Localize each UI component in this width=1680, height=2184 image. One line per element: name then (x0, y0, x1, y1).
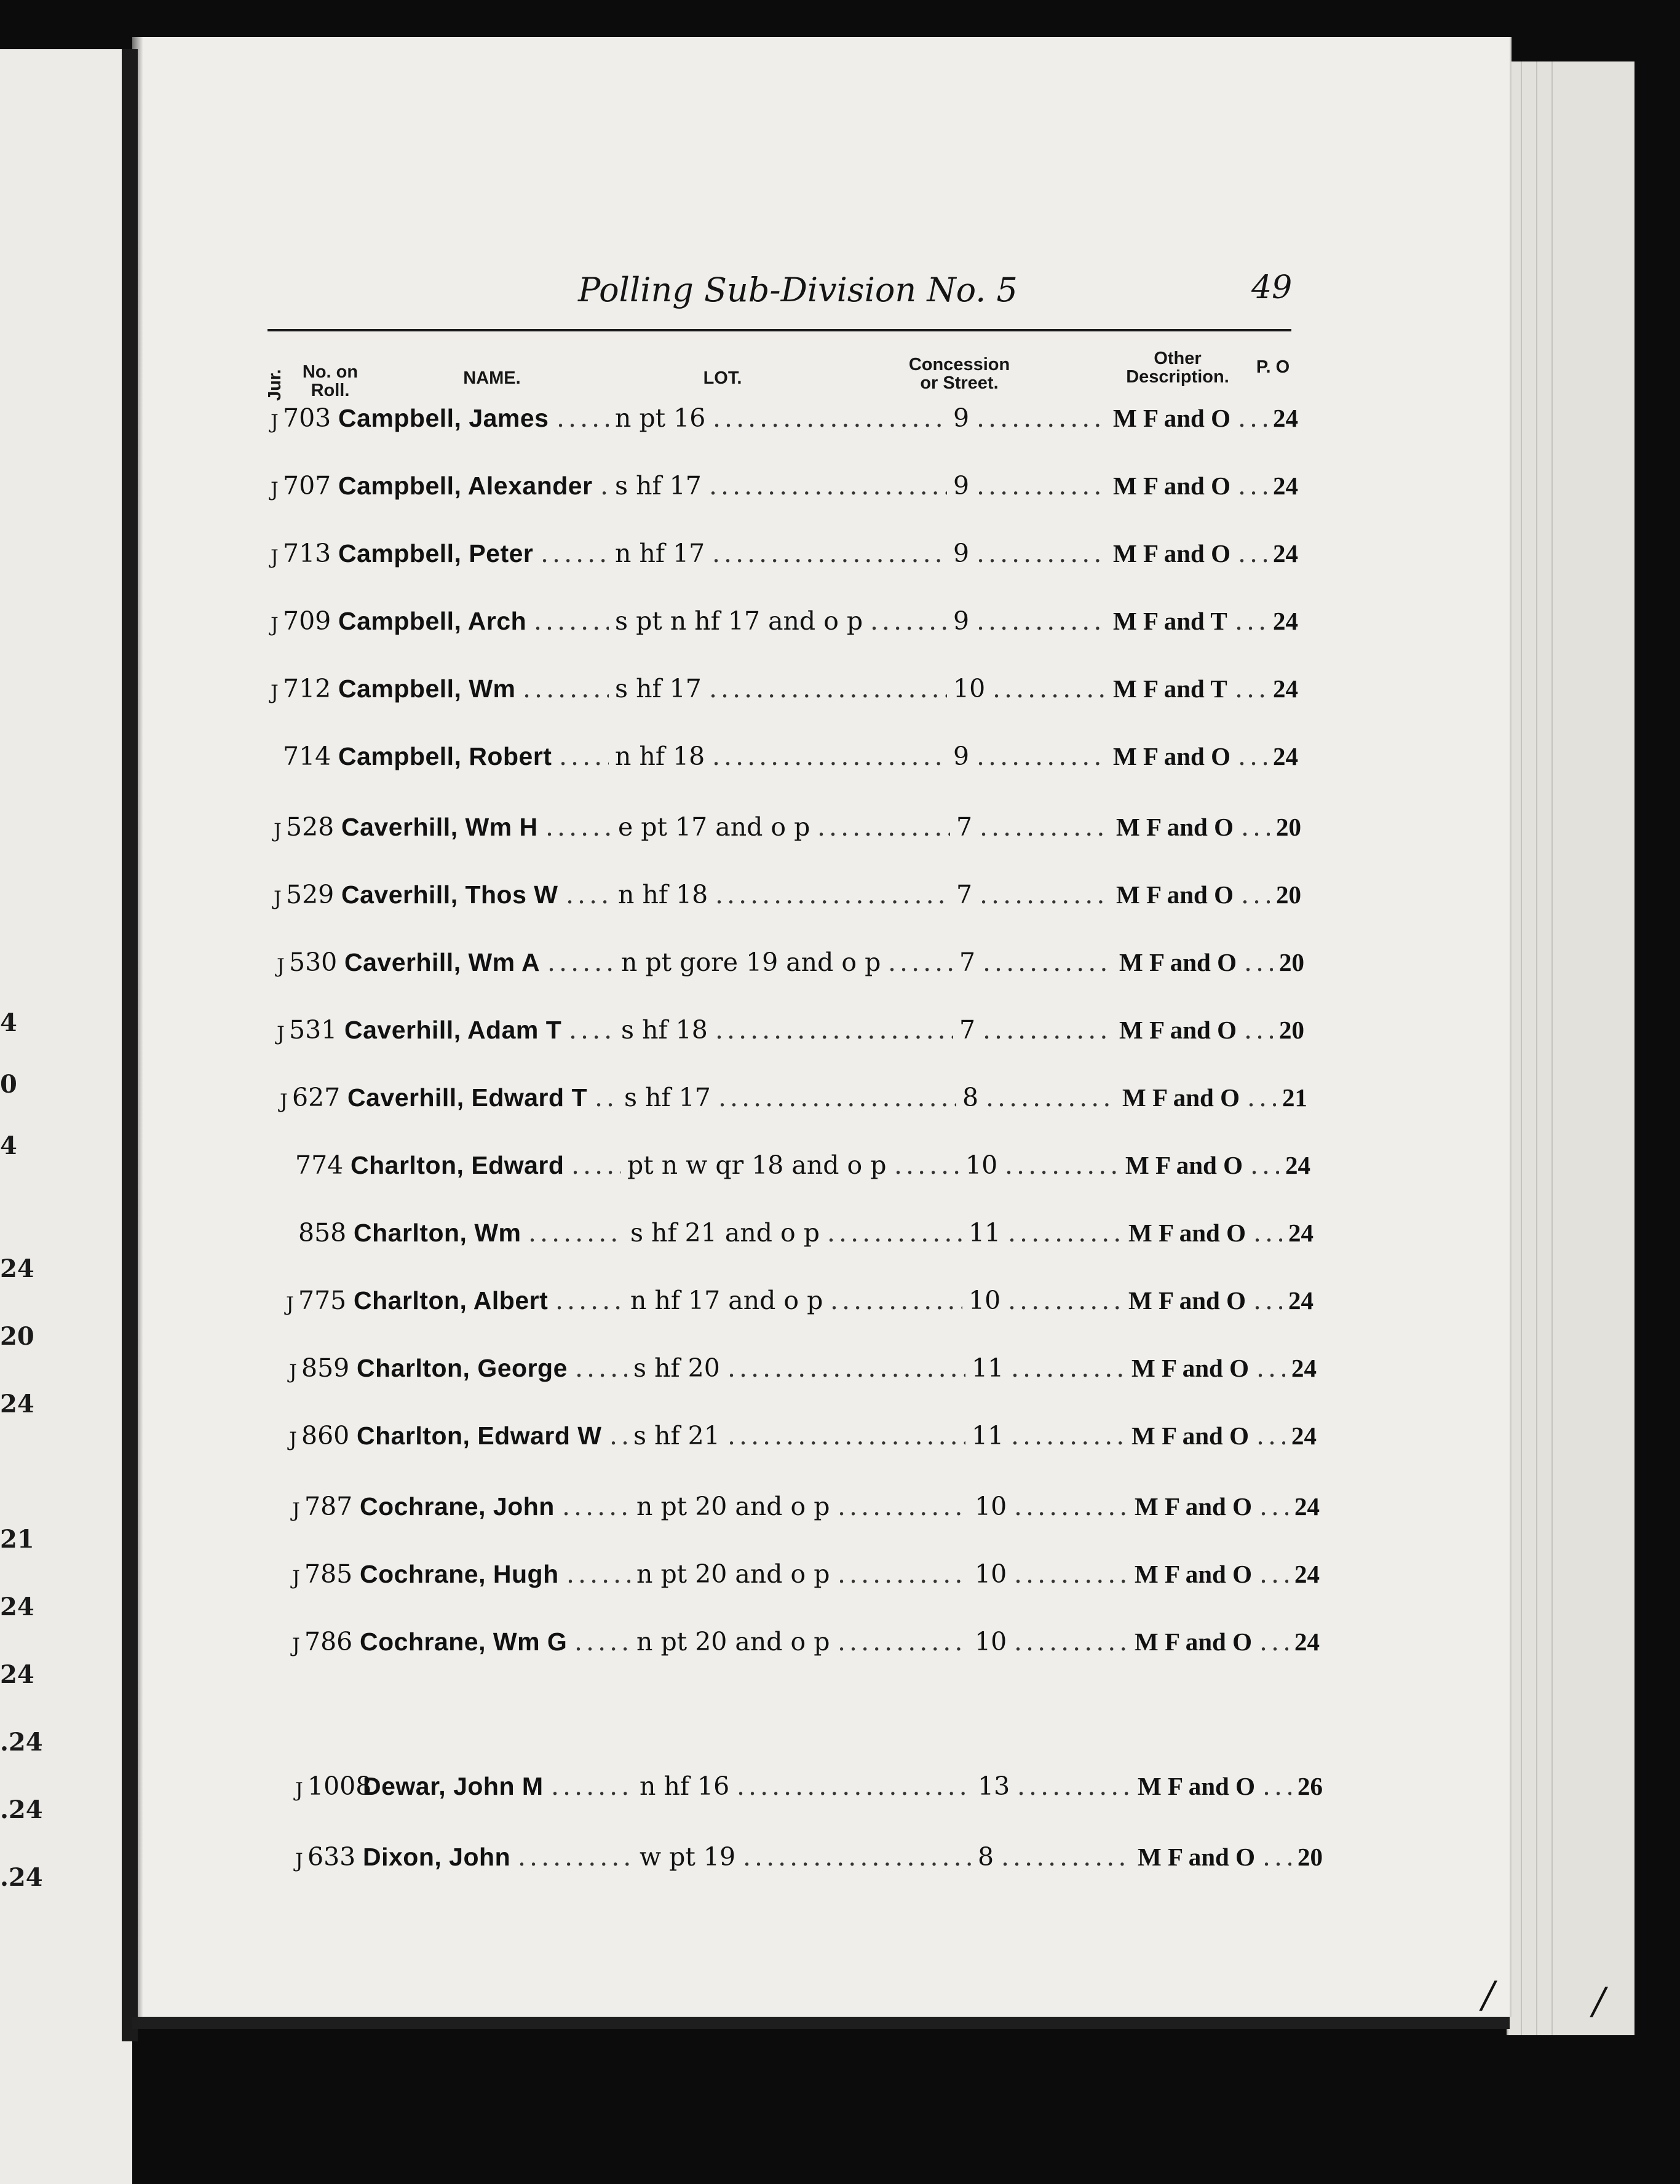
roll-number: 530 (289, 948, 338, 977)
concession: 10 (975, 1627, 1007, 1656)
other-description: M F and O (1138, 1843, 1255, 1871)
jur-mark: J (277, 954, 285, 978)
other-description: M F and O (1113, 472, 1230, 500)
lot: n hf 18 (618, 880, 708, 909)
post-office: 24 (1273, 472, 1298, 500)
voter-name: Charlton, Edward W (357, 1422, 602, 1450)
other-description: M F and O (1128, 1219, 1246, 1247)
dot-leader (870, 603, 947, 639)
dot-leader (518, 1838, 633, 1875)
dot-leader (830, 1282, 962, 1319)
other-description: M F and O (1113, 742, 1230, 770)
table-row (286, 1282, 1344, 1319)
other-description: M F and O (1135, 1492, 1252, 1521)
roll-number: 627 (292, 1083, 341, 1112)
other-description: M F and T (1113, 675, 1227, 703)
roll-number: 529 (286, 880, 335, 909)
other-description: M F and O (1122, 1083, 1240, 1112)
dot-leader (595, 1079, 618, 1116)
lot: n pt gore 19 and o p (621, 948, 881, 977)
dot-leader (1014, 1488, 1128, 1525)
table-row (289, 1350, 1347, 1387)
dot-leader (566, 876, 612, 913)
post-office: 20 (1276, 880, 1301, 909)
other-description: M F and O (1113, 539, 1230, 568)
table-row (295, 1768, 1353, 1805)
voter-name: Cochrane, Wm G (360, 1628, 568, 1656)
dot-leader (715, 1011, 953, 1048)
lot: n hf 17 (615, 539, 705, 568)
table-row (274, 876, 1331, 913)
dot-leader (1238, 738, 1267, 775)
post-office: 20 (1279, 948, 1304, 976)
voter-name: Cochrane, Hugh (360, 1560, 559, 1588)
lot: s pt n hf 17 and o p (615, 606, 863, 636)
lot: s hf 17 (615, 471, 702, 501)
concession: 7 (956, 812, 973, 842)
table-row (292, 1488, 1350, 1525)
dot-leader (609, 1417, 627, 1454)
column-header-jur: Jur. (265, 369, 285, 401)
other-description: M F and O (1125, 1151, 1243, 1179)
concession: 10 (969, 1286, 1001, 1315)
roll-number: 858 (298, 1218, 347, 1248)
concession: 11 (972, 1421, 1004, 1450)
other-description: M F and O (1131, 1354, 1249, 1382)
voter-name: Campbell, James (338, 404, 549, 432)
dot-leader (712, 535, 947, 572)
other-description: M F and O (1119, 1016, 1237, 1044)
dot-leader (523, 670, 609, 707)
roll-number: 714 (283, 742, 331, 771)
margin-tick-mark: / (1593, 1980, 1606, 2023)
concession: 9 (953, 403, 970, 433)
voter-name: Caverhill, Edward T (347, 1083, 587, 1112)
lot: n pt 16 (615, 403, 706, 433)
roll-number: 774 (295, 1150, 344, 1180)
dot-leader (1017, 1768, 1131, 1805)
concession: 9 (953, 742, 970, 771)
voter-name: Dixon, John (363, 1843, 511, 1871)
other-description: M F and O (1135, 1560, 1252, 1588)
post-office: 24 (1288, 1286, 1313, 1315)
dot-leader (838, 1623, 969, 1660)
other-description: M F and O (1116, 813, 1234, 841)
dot-leader (566, 1556, 630, 1593)
dot-leader (571, 1147, 621, 1184)
lot: s hf 21 (633, 1421, 720, 1450)
dot-leader (718, 1079, 956, 1116)
dot-leader (1250, 1147, 1279, 1184)
other-description: M F and O (1131, 1422, 1249, 1450)
post-office: 24 (1294, 1492, 1320, 1521)
other-description: M F and T (1113, 607, 1227, 635)
facing-page-fragment: 24 (0, 1660, 34, 1689)
lot: s hf 17 (615, 674, 702, 703)
dot-leader (712, 738, 947, 775)
dot-leader (709, 467, 947, 504)
roll-number: 528 (286, 812, 335, 842)
facing-page-fragment: 24 (0, 1254, 34, 1283)
dot-leader (1244, 944, 1273, 981)
dot-leader (1008, 1214, 1122, 1251)
other-description: M F and O (1119, 948, 1237, 976)
jur-mark: J (271, 613, 279, 636)
facing-page-fragment: .24 (0, 1795, 43, 1824)
dot-leader (1241, 876, 1270, 913)
dot-leader (1001, 1838, 1131, 1875)
lot: s hf 18 (621, 1015, 708, 1045)
page-number: 49 (1251, 269, 1293, 306)
dot-leader (838, 1556, 969, 1593)
post-office: 24 (1273, 742, 1298, 770)
facing-page-fragment: .24 (0, 1728, 43, 1757)
column-header-other-line2: Description. (1126, 367, 1229, 387)
roll-number: 1008 (307, 1771, 372, 1801)
other-description: M F and O (1135, 1628, 1252, 1656)
lot: e pt 17 and o p (618, 812, 810, 842)
dot-leader (562, 1488, 630, 1525)
table-row (295, 1838, 1353, 1875)
dot-leader (713, 400, 947, 437)
jur-mark: J (295, 1849, 303, 1872)
roll-number: 787 (304, 1492, 353, 1521)
dot-leader (977, 400, 1107, 437)
post-office: 24 (1294, 1560, 1320, 1588)
roll-number: 633 (307, 1842, 356, 1872)
table-row (274, 809, 1331, 845)
column-header-concession-line1: Concession (908, 355, 1010, 374)
facing-page-fragment: 20 (0, 1322, 34, 1351)
post-office: 24 (1273, 539, 1298, 568)
roll-number: 709 (283, 606, 331, 636)
dot-leader (1244, 1011, 1273, 1048)
table-row (286, 1214, 1344, 1251)
table-row (289, 1417, 1347, 1454)
concession: 10 (975, 1492, 1007, 1521)
dot-leader (547, 944, 615, 981)
voter-name: Caverhill, Thos W (341, 880, 558, 909)
post-office: 26 (1298, 1772, 1323, 1800)
roll-number: 859 (301, 1353, 350, 1383)
roll-number: 860 (301, 1421, 350, 1450)
jur-mark: J (271, 478, 279, 501)
table-row (271, 670, 1328, 707)
jur-mark: J (292, 1634, 300, 1657)
lot: n pt 20 and o p (636, 1559, 830, 1589)
running-title: Polling Sub-Division No. 5 (578, 271, 1018, 309)
voter-name: Cochrane, John (360, 1492, 555, 1521)
dot-leader (1253, 1282, 1282, 1319)
concession: 7 (959, 948, 976, 977)
voter-name: Campbell, Robert (338, 742, 552, 770)
dot-leader (977, 535, 1107, 572)
voter-name: Campbell, Peter (338, 539, 534, 568)
dot-leader (727, 1350, 965, 1387)
dot-leader (1235, 603, 1267, 639)
post-office: 21 (1282, 1083, 1307, 1112)
concession: 10 (965, 1150, 998, 1180)
lot: s hf 20 (633, 1353, 720, 1383)
dot-leader (1238, 467, 1267, 504)
dot-leader (894, 1147, 959, 1184)
table-row (271, 535, 1328, 572)
lot: s hf 21 and o p (630, 1218, 820, 1248)
voter-name: Campbell, Arch (338, 607, 527, 635)
column-header-po: P. O (1256, 357, 1290, 377)
table-row (292, 1556, 1350, 1593)
margin-tick-mark: / (1482, 1974, 1495, 2017)
dot-leader (545, 809, 612, 845)
dot-leader (1014, 1623, 1128, 1660)
voter-name: Charlton, Edward (351, 1151, 565, 1179)
post-office: 24 (1291, 1422, 1317, 1450)
dot-leader (993, 670, 1107, 707)
dot-leader (709, 670, 947, 707)
column-header-roll-line2: Roll. (311, 381, 350, 400)
lot: n pt 20 and o p (636, 1492, 830, 1521)
dot-leader (977, 603, 1107, 639)
table-row (271, 400, 1328, 437)
dot-leader (1241, 809, 1270, 845)
column-header-other-line1: Other (1154, 349, 1202, 368)
concession: 10 (975, 1559, 1007, 1589)
dot-leader (600, 467, 609, 504)
post-office: 24 (1291, 1354, 1317, 1382)
column-header-name: NAME. (463, 368, 521, 388)
dot-leader (534, 603, 609, 639)
jur-mark: J (286, 1292, 294, 1316)
dot-leader (1259, 1488, 1288, 1525)
jur-mark: J (277, 1022, 285, 1045)
facing-page-fragment: 0 (0, 1070, 17, 1099)
dot-leader (1256, 1417, 1285, 1454)
dot-leader (1256, 1350, 1285, 1387)
dot-leader (1259, 1623, 1288, 1660)
column-header-roll-line1: No. on (302, 362, 359, 382)
post-office: 24 (1288, 1219, 1313, 1247)
voter-name: Charlton, Albert (354, 1286, 549, 1315)
post-office: 24 (1285, 1151, 1310, 1179)
lot: s hf 17 (624, 1083, 711, 1112)
facing-page-fragment: 4 (0, 1131, 17, 1160)
table-row (271, 738, 1328, 775)
jur-mark: J (292, 1566, 300, 1589)
dot-leader (1011, 1417, 1125, 1454)
dot-leader (541, 535, 609, 572)
lot: n hf 17 and o p (630, 1286, 823, 1315)
dot-leader (838, 1488, 969, 1525)
dot-leader (983, 944, 1113, 981)
concession: 13 (978, 1771, 1010, 1801)
jur-mark: J (271, 545, 279, 569)
dot-leader (1235, 670, 1267, 707)
dot-leader (980, 809, 1110, 845)
dot-leader (557, 400, 609, 437)
dot-leader (1262, 1768, 1291, 1805)
concession: 9 (953, 606, 970, 636)
concession: 9 (953, 539, 970, 568)
concession: 7 (956, 880, 973, 909)
voter-name: Dewar, John M (363, 1772, 544, 1800)
dot-leader (737, 1768, 972, 1805)
dot-leader (1253, 1214, 1282, 1251)
dot-leader (977, 738, 1107, 775)
jur-mark: J (289, 1428, 297, 1451)
roll-number: 713 (283, 539, 331, 568)
dot-leader (986, 1079, 1116, 1116)
dot-leader (980, 876, 1110, 913)
table-row (292, 1623, 1350, 1660)
facing-page-fragment: 4 (0, 1008, 17, 1037)
table-row (277, 944, 1334, 981)
facing-page-fragment: 24 (0, 1390, 34, 1418)
roll-number: 531 (289, 1015, 338, 1045)
voter-name: Charlton, Wm (354, 1219, 521, 1247)
post-office: 20 (1298, 1843, 1323, 1871)
dot-leader (983, 1011, 1113, 1048)
dot-leader (1259, 1556, 1288, 1593)
jur-mark: J (280, 1090, 288, 1113)
dot-leader (1238, 535, 1267, 572)
other-description: M F and O (1113, 404, 1230, 432)
concession: 11 (969, 1218, 1001, 1248)
voter-name: Campbell, Alexander (338, 472, 593, 500)
column-header-concession-line2: or Street. (920, 373, 999, 393)
other-description: M F and O (1116, 880, 1234, 909)
jur-mark: J (295, 1778, 303, 1802)
facing-page-fragment: .24 (0, 1863, 43, 1892)
table-row (277, 1011, 1334, 1048)
dot-leader (827, 1214, 962, 1251)
post-office: 20 (1276, 813, 1301, 841)
table-row (271, 467, 1328, 504)
dot-leader (743, 1838, 972, 1875)
table-row (280, 1079, 1337, 1116)
post-office: 20 (1279, 1016, 1304, 1044)
table-row (271, 603, 1328, 639)
facing-page-fragment: 21 (0, 1525, 34, 1554)
jur-mark: J (292, 1498, 300, 1522)
other-description: M F and O (1138, 1772, 1255, 1800)
roll-number: 775 (298, 1286, 347, 1315)
dot-leader (1238, 400, 1267, 437)
jur-mark: J (271, 681, 279, 704)
roll-number: 703 (283, 403, 331, 433)
dot-leader (569, 1011, 615, 1048)
concession: 11 (972, 1353, 1004, 1383)
post-office: 24 (1273, 607, 1298, 635)
voter-name: Caverhill, Adam T (344, 1016, 562, 1044)
table-row (283, 1147, 1341, 1184)
dot-leader (574, 1623, 630, 1660)
dot-leader (575, 1350, 627, 1387)
dot-leader (888, 944, 953, 981)
jur-mark: J (274, 887, 282, 910)
post-office: 24 (1294, 1628, 1320, 1656)
lot: pt n w qr 18 and o p (627, 1150, 887, 1180)
dot-leader (715, 876, 950, 913)
roll-number: 786 (304, 1627, 353, 1656)
other-description: M F and O (1128, 1286, 1246, 1315)
dot-leader (555, 1282, 624, 1319)
dot-leader (817, 809, 950, 845)
concession: 10 (953, 674, 986, 703)
post-office: 24 (1273, 675, 1298, 703)
jur-mark: J (274, 819, 282, 842)
lot: w pt 19 (640, 1842, 736, 1872)
jur-mark: J (289, 1360, 297, 1383)
dot-leader (559, 738, 609, 775)
dot-leader (1005, 1147, 1119, 1184)
dot-leader (977, 467, 1107, 504)
concession: 9 (953, 471, 970, 501)
roll-number: 712 (283, 674, 331, 703)
dot-leader (1014, 1556, 1128, 1593)
concession: 8 (978, 1842, 994, 1872)
voter-name: Charlton, George (357, 1354, 568, 1382)
facing-page-fragment: 24 (0, 1593, 34, 1621)
voter-name: Campbell, Wm (338, 675, 516, 703)
dot-leader (1011, 1350, 1125, 1387)
concession: 7 (959, 1015, 976, 1045)
column-header-lot: LOT. (703, 368, 742, 388)
post-office: 24 (1273, 404, 1298, 432)
roll-number: 785 (304, 1559, 353, 1589)
jur-mark: J (271, 410, 279, 433)
dot-leader (1008, 1282, 1122, 1319)
dot-leader (1262, 1838, 1291, 1875)
lot: n pt 20 and o p (636, 1627, 830, 1656)
concession: 8 (962, 1083, 979, 1112)
voter-name: Caverhill, Wm H (341, 813, 538, 841)
roll-number: 707 (283, 471, 331, 501)
dot-leader (551, 1768, 633, 1805)
voter-name: Caverhill, Wm A (344, 948, 541, 976)
lot: n hf 18 (615, 742, 705, 771)
dot-leader (528, 1214, 624, 1251)
dot-leader (727, 1417, 965, 1454)
dot-leader (1247, 1079, 1276, 1116)
lot: n hf 16 (640, 1771, 730, 1801)
